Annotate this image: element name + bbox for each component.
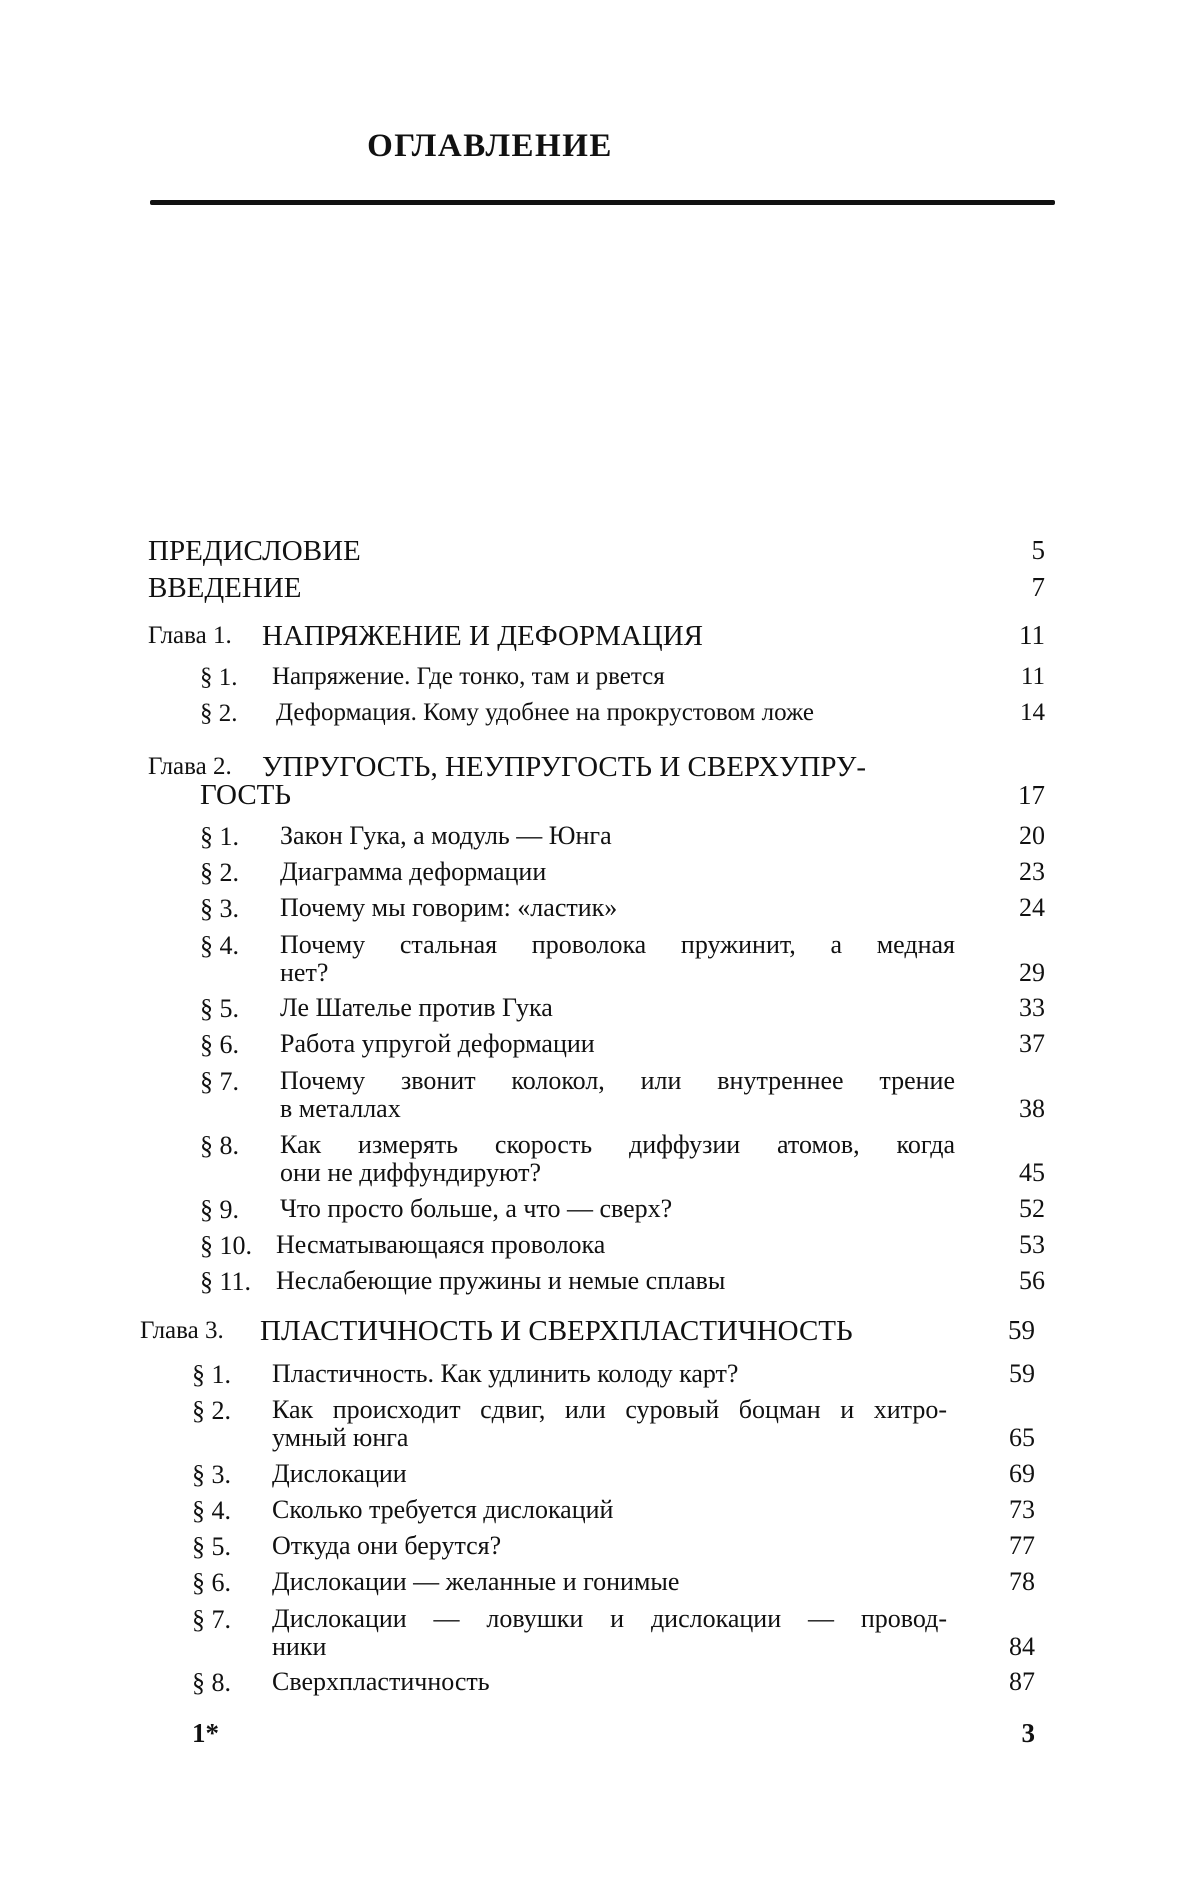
- section-number: § 2.: [200, 700, 238, 727]
- chapter-page: 17: [1018, 780, 1045, 810]
- section-title: Диаграмма деформации: [280, 857, 547, 886]
- section-number: § 2.: [192, 1396, 231, 1425]
- section-number: § 1.: [200, 822, 239, 851]
- section-title: Несматывающаяся проволока: [276, 1230, 606, 1259]
- section-number: § 5.: [192, 1532, 231, 1561]
- section-number: § 6.: [200, 1030, 239, 1059]
- section-page: 29: [1019, 958, 1045, 987]
- section-number: § 6.: [192, 1568, 231, 1597]
- section-number: § 3.: [192, 1460, 231, 1489]
- entry-page: 7: [1031, 572, 1045, 602]
- chapter-title: НАПРЯЖЕНИЕ И ДЕФОРМАЦИЯ: [262, 620, 704, 652]
- signature-mark: 1*: [192, 1718, 219, 1748]
- chapter-page: 11: [1019, 620, 1045, 650]
- section-page: 59: [1009, 1359, 1035, 1388]
- section-title: Работа упругой деформации: [280, 1029, 595, 1058]
- section-number: § 9.: [200, 1195, 239, 1224]
- chapter-label: Глава 2.: [148, 753, 232, 780]
- section-page: 33: [1019, 993, 1045, 1022]
- section-number: § 10.: [200, 1231, 252, 1260]
- chapter-label: Глава 3.: [140, 1317, 224, 1344]
- page-number: 3: [1021, 1718, 1035, 1748]
- entry-title: ВВЕДЕНИЕ: [148, 572, 302, 604]
- section-title: Сколько требуется дислокаций: [272, 1495, 614, 1524]
- section-page: 69: [1009, 1459, 1035, 1488]
- chapter-label: Глава 1.: [148, 622, 232, 649]
- chapter-page: 59: [1008, 1315, 1035, 1345]
- section-page: 45: [1019, 1158, 1045, 1187]
- section-title: Дислокации: [272, 1459, 407, 1488]
- section-number: § 8.: [200, 1131, 239, 1160]
- section-number: § 11.: [200, 1267, 252, 1296]
- section-page: 14: [1020, 699, 1045, 726]
- section-title-line1: Почему звонит колокол, или внутреннее трение: [280, 1066, 955, 1095]
- section-title-line1: Почему стальная проволока пружинит, а медная: [280, 930, 955, 959]
- section-page: 77: [1009, 1531, 1035, 1560]
- section-number: § 4.: [192, 1496, 231, 1525]
- section-page: 11: [1020, 663, 1045, 690]
- section-number: § 3.: [200, 894, 239, 923]
- section-title: Сверхпластичность: [272, 1667, 490, 1696]
- chapter-title-line2: ГОСТЬ: [200, 779, 292, 811]
- section-number: § 1.: [200, 664, 238, 691]
- section-page: 37: [1019, 1029, 1045, 1058]
- section-number: § 7.: [200, 1067, 239, 1096]
- section-page: 53: [1019, 1230, 1045, 1259]
- section-title-line2: умный юнга: [272, 1423, 409, 1452]
- section-number: § 4.: [200, 931, 239, 960]
- section-page: 56: [1019, 1266, 1045, 1295]
- chapter-title-line1: УПРУГОСТЬ, НЕУПРУГОСТЬ И СВЕРХУПРУ-: [262, 751, 867, 783]
- section-title-line2: ники: [272, 1632, 327, 1661]
- section-title: Ле Шателье против Гука: [280, 993, 553, 1022]
- section-title: Откуда они берутся?: [272, 1531, 502, 1560]
- section-page: 38: [1019, 1094, 1045, 1123]
- section-number: § 5.: [200, 994, 239, 1023]
- section-title: Неслабеющие пружины и немые сплавы: [276, 1266, 726, 1295]
- section-number: § 7.: [192, 1605, 231, 1634]
- entry-title: ПРЕДИСЛОВИЕ: [148, 535, 361, 567]
- section-page: 24: [1019, 893, 1045, 922]
- section-title: Закон Гука, а модуль — Юнга: [280, 821, 612, 850]
- section-title-line2: они не диффундируют?: [280, 1158, 542, 1187]
- section-number: § 8.: [192, 1668, 231, 1697]
- section-title: Напряжение. Где тонко, там и рвется: [272, 663, 665, 690]
- section-page: 78: [1009, 1567, 1035, 1596]
- section-number: § 2.: [200, 858, 239, 887]
- section-page: 20: [1019, 821, 1045, 850]
- section-title: Деформация. Кому удобнее на прокрустовом ложе: [276, 699, 815, 726]
- section-page: 73: [1009, 1495, 1035, 1524]
- section-title: Что просто больше, а что — сверх?: [280, 1194, 673, 1223]
- section-title: Дислокации — желанные и гонимые: [272, 1567, 680, 1596]
- chapter-title: ПЛАСТИЧНОСТЬ И СВЕРХПЛАСТИЧНОСТЬ: [260, 1315, 853, 1347]
- section-title-line1: Как происходит сдвиг, или суровый боцман и хитро-: [272, 1395, 947, 1424]
- section-title-line1: Как измерять скорость диффузии атомов, когда: [280, 1130, 955, 1159]
- section-title: Пластичность. Как удлинить колоду карт?: [272, 1359, 739, 1388]
- section-number: § 1.: [192, 1360, 231, 1389]
- section-page: 52: [1019, 1194, 1045, 1223]
- section-page: 65: [1009, 1423, 1035, 1452]
- section-title: Почему мы говорим: «ластик»: [280, 893, 618, 922]
- page-title: ОГЛАВЛЕНИЕ: [367, 128, 613, 164]
- section-title-line2: нет?: [280, 958, 329, 987]
- section-title-line1: Дислокации — ловушки и дислокации — провод-: [272, 1604, 947, 1633]
- section-page: 23: [1019, 857, 1045, 886]
- section-page: 87: [1009, 1667, 1035, 1696]
- entry-page: 5: [1031, 535, 1045, 565]
- section-page: 84: [1009, 1632, 1035, 1661]
- section-title-line2: в металлах: [280, 1094, 401, 1123]
